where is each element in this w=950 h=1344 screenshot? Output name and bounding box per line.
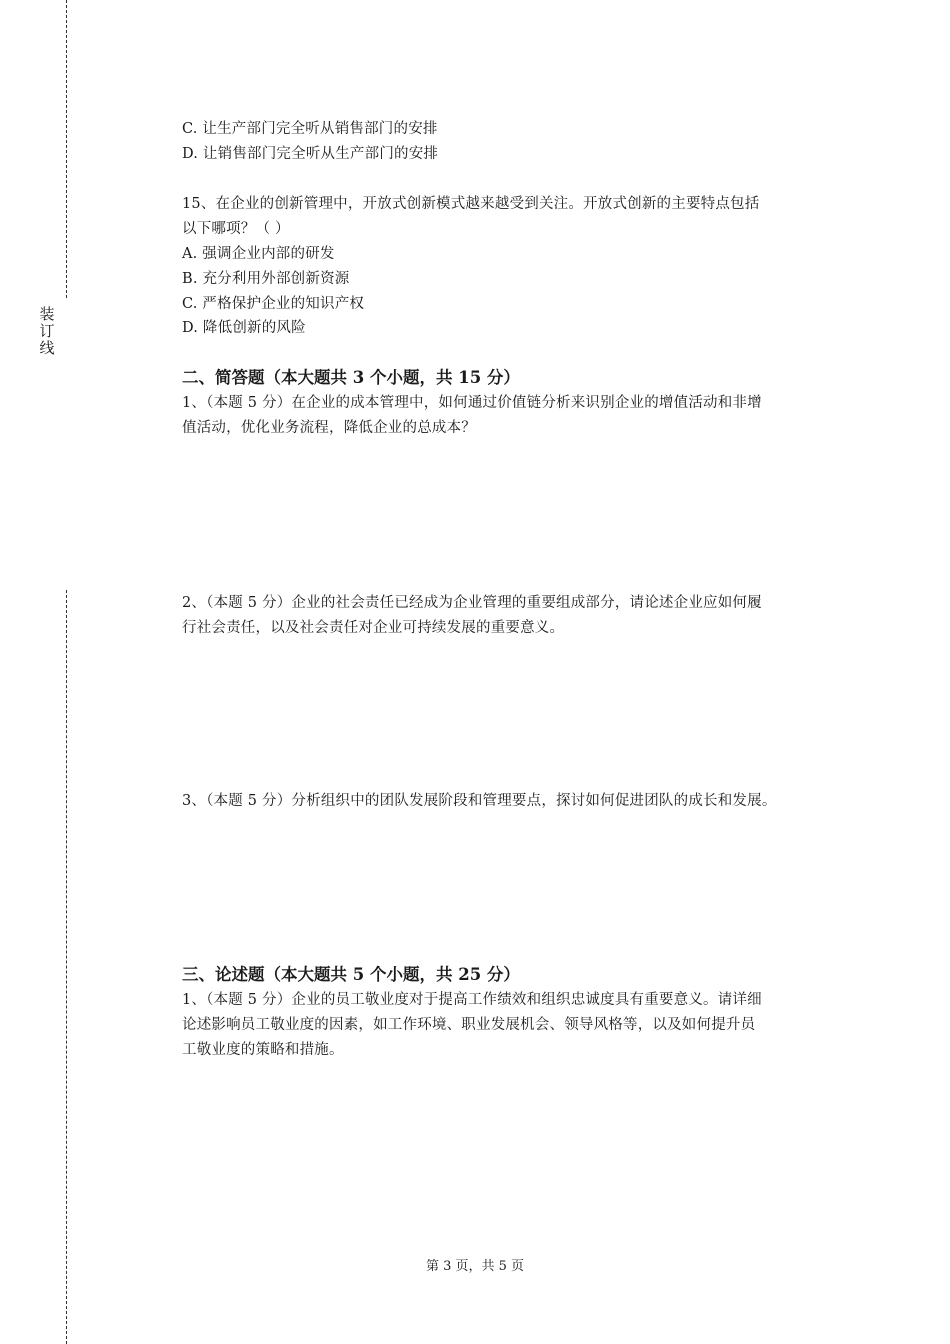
q15-option-b: B. 充分利用外部创新资源 (182, 271, 350, 287)
binding-char: 装 (39, 305, 55, 323)
question-15-text-cont: 以下哪项？（ ） (182, 221, 290, 237)
binding-line-top (66, 0, 67, 298)
short-answer-1-text: 1、（本题 5 分）在企业的成本管理中，如何通过价值链分析来识别企业的增值活动和非增 (182, 395, 762, 411)
essay-1-text: 1、（本题 5 分）企业的员工敬业度对于提高工作绩效和组织忠诚度具有重要意义。请详细 (182, 992, 762, 1008)
short-answer-2-text: 2、（本题 5 分）企业的社会责任已经成为企业管理的重要组成部分，请论述企业应如何履 (182, 595, 762, 611)
q15-option-a: A. 强调企业内部的研发 (182, 246, 335, 262)
q15-option-d: D. 降低创新的风险 (182, 320, 306, 336)
page-number: 第 3 页，共 5 页 (425, 1259, 525, 1274)
q15-option-c: C. 严格保护企业的知识产权 (182, 296, 365, 312)
binding-line-bottom (66, 590, 67, 1344)
essay-1-text-cont: 论述影响员工敬业度的因素，如工作环境、职业发展机会、领导风格等，以及如何提升员 (182, 1017, 756, 1033)
question-15-text: 15、在企业的创新管理中，开放式创新模式越来越受到关注。开放式创新的主要特点包括 (182, 196, 760, 212)
binding-char: 订 (39, 322, 55, 340)
binding-label (38, 306, 56, 357)
option-d: D. 让销售部门完全听从生产部门的安排 (182, 146, 439, 162)
essay-1-text-cont2: 工敬业度的策略和措施。 (182, 1042, 344, 1058)
binding-char: 线 (39, 339, 55, 357)
short-answer-2-text-cont: 行社会责任，以及社会责任对企业可持续发展的重要意义。 (182, 620, 565, 636)
option-c: C. 让生产部门完全听从销售部门的安排 (182, 121, 438, 137)
short-answer-1-text-cont: 值活动，优化业务流程，降低企业的总成本？ (182, 420, 476, 436)
section-3-heading: 三、论述题（本大题共 5 个小题，共 25 分） (182, 965, 520, 984)
short-answer-3-text: 3、（本题 5 分）分析组织中的团队发展阶段和管理要点，探讨如何促进团队的成长和发展。 (182, 793, 777, 809)
section-2-heading: 二、简答题（本大题共 3 个小题，共 15 分） (182, 368, 520, 387)
